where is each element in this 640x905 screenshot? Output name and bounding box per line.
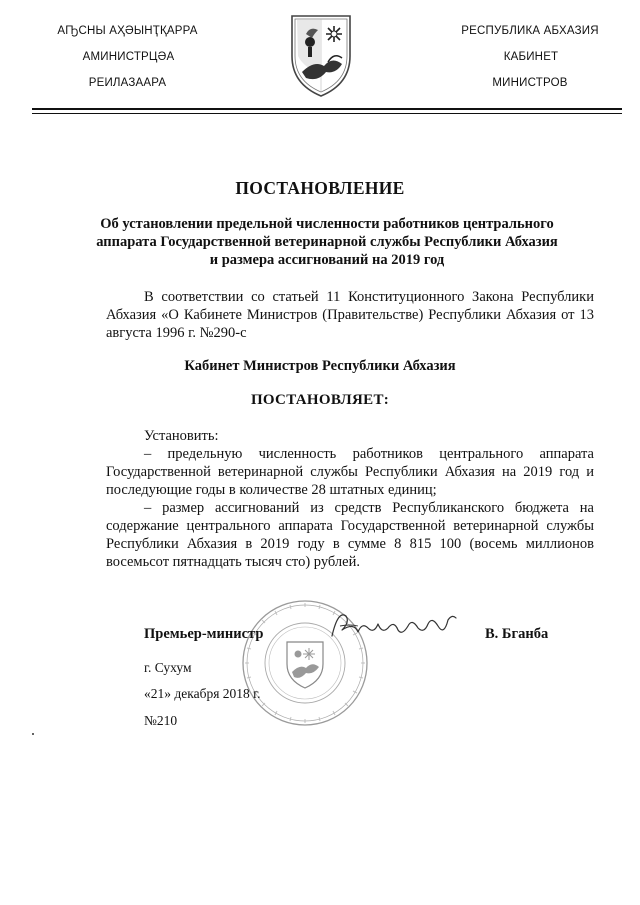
subject-line-1: Об установлении предельной численности работников центрального (100, 216, 554, 232)
establish-label: Установить: (144, 428, 219, 444)
coat-of-arms-icon (288, 12, 354, 98)
header-right-line-3: МИНИСТРОВ (492, 77, 568, 89)
header-right-line-1: РЕСПУБЛИКА АБХАЗИЯ (461, 25, 599, 37)
subject-line-2: аппарата Государственной ветеринарной службы Республики Абхазия (96, 234, 558, 250)
header-right-line-2: КАБИНЕТ (503, 51, 559, 63)
decrees-heading: ПОСТАНОВЛЯЕТ: (250, 392, 390, 408)
decree-item-1: – предельную численность работников центрального аппарата Государственной ветеринарной службы Республики Абхазия на 2019 год и последующие годы в количестве 28 штатных единиц; (106, 446, 594, 498)
signatory-name: В. Бганба (485, 626, 549, 642)
issue-date: «21» декабря 2018 г. (144, 686, 261, 701)
handwritten-signature (328, 606, 478, 646)
header-left-line-3: РЕИЛАЗААРА (88, 77, 167, 89)
margin-mark (32, 733, 34, 735)
header-right-block (445, 24, 615, 102)
document-title: ПОСТАНОВЛЕНИЕ (235, 178, 405, 198)
decree-item-2: – размер ассигнований из средств Республиканского бюджета на содержание центрального аппарата Государственной ветеринарной службы Республики Абхазия в 2019 году в сумме 8 815 100 (восемь миллионов восемьсот пятнадцать тысяч сто) рублей. (106, 500, 594, 570)
subject-line-3: и размера ассигнований на 2019 год (209, 252, 445, 268)
issue-place: г. Сухум (144, 660, 192, 675)
header-divider-thick (32, 108, 622, 110)
header-left-block (40, 24, 215, 102)
signatory-role: Премьер-министр (144, 626, 264, 642)
document-number: №210 (144, 713, 178, 728)
header-divider-thin (32, 113, 622, 114)
issuing-body: Кабинет Министров Республики Абхазия (184, 358, 456, 374)
header-left-line-1: АҦСНЫ АҲӘЫНҬҚАРРА (57, 25, 198, 37)
header-left-line-2: АМИНИСТРЦӘА (82, 51, 175, 63)
legal-basis-paragraph: В соответствии со статьей 11 Конституционного Закона Республики Абхазия «О Кабинете Министров (Правительстве) Республики Абхазия от 13 августа 1996 г. №290-с (106, 289, 594, 341)
document-subject (92, 215, 562, 269)
